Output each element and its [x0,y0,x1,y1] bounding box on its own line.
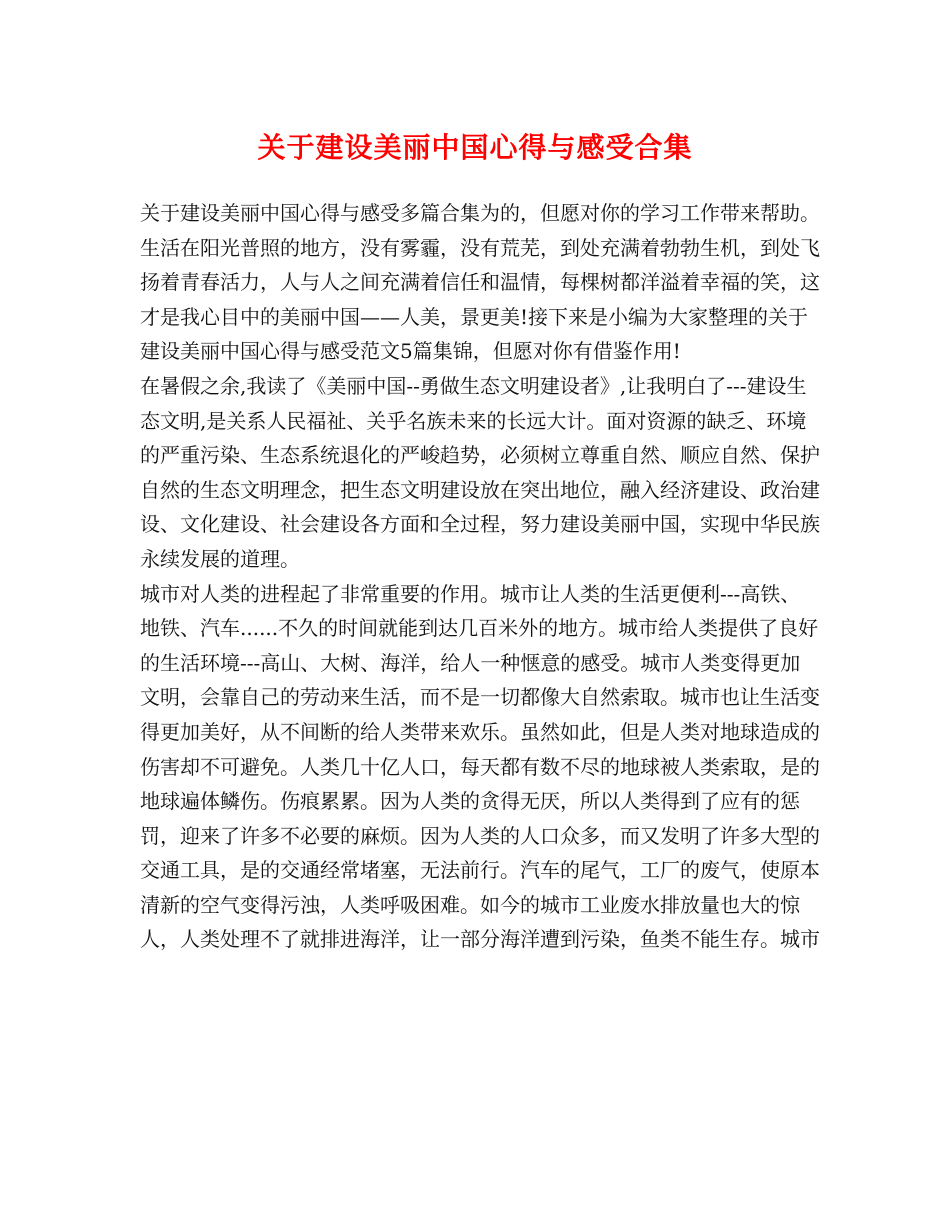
document-title: 关于建设美丽中国心得与感受合集 [257,131,693,164]
paragraph-city: 城市对人类的进程起了非常重要的作用。城市让人类的生活更便利---高铁、地铁、汽车......不久的时间就能到达几百米外的地方。城市给人类提供了良好的生活环境---高山、大树、海洋，给人一种惬意的感受。城市人类变得更加文明，会靠自己的劳动来生活，而不是一切都像大自然索取。城市也让生活变得更加美好，从不间断的给人类带来欢乐。虽然如此，但是人类对地球造成的伤害却不可避免。人类几十亿人口，每天都有数不尽的地球被人类索取，是的地球遍体鳞伤。伤痕累累。因为人类的贪得无厌，所以人类得到了应有的惩罚，迎来了许多不必要的麻烦。因为人类的人口众多，而又发明了许多大型的交通工具，是的交通经常堵塞，无法前行。汽车的尾气，工厂的废气，使原本清新的空气变得污浊，人类呼吸困难。如今的城市工业废水排放量也大的惊人，人类处理不了就排进海洋，让一部分海洋遭到污染，鱼类不能生存。城市 [140,581,820,952]
paragraph-vision: 生活在阳光普照的地方，没有雾霾，没有荒芜，到处充满着勃勃生机，到处飞扬着青春活力，人与人之间充满着信任和温情，每棵树都洋溢着幸福的笑，这才是我心目中的美丽中国——人美，景更美!接下来是小编为大家整理的关于建设美丽中国心得与感受范文5篇集锦，但愿对你有借鉴作用! [140,235,820,364]
paragraph-intro: 关于建设美丽中国心得与感受多篇合集为的，但愿对你的学习工作带来帮助。 [140,201,820,225]
document-body [140,196,820,957]
paragraph-reading: 在暑假之余,我读了《美丽中国--勇做生态文明建设者》,让我明白了---建设生态文明,是关系人民福祉、关乎名族未来的长远大计。面对资源的缺乏、环境的严重污染、生态系统退化的严峻趋势，必须树立尊重自然、顺应自然、保护自然的生态文明理念，把生态文明建设放在突出地位，融入经济建设、政治建设、文化建设、社会建设各方面和全过程，努力建设美丽中国，实现中华民族永续发展的道理。 [140,373,820,571]
